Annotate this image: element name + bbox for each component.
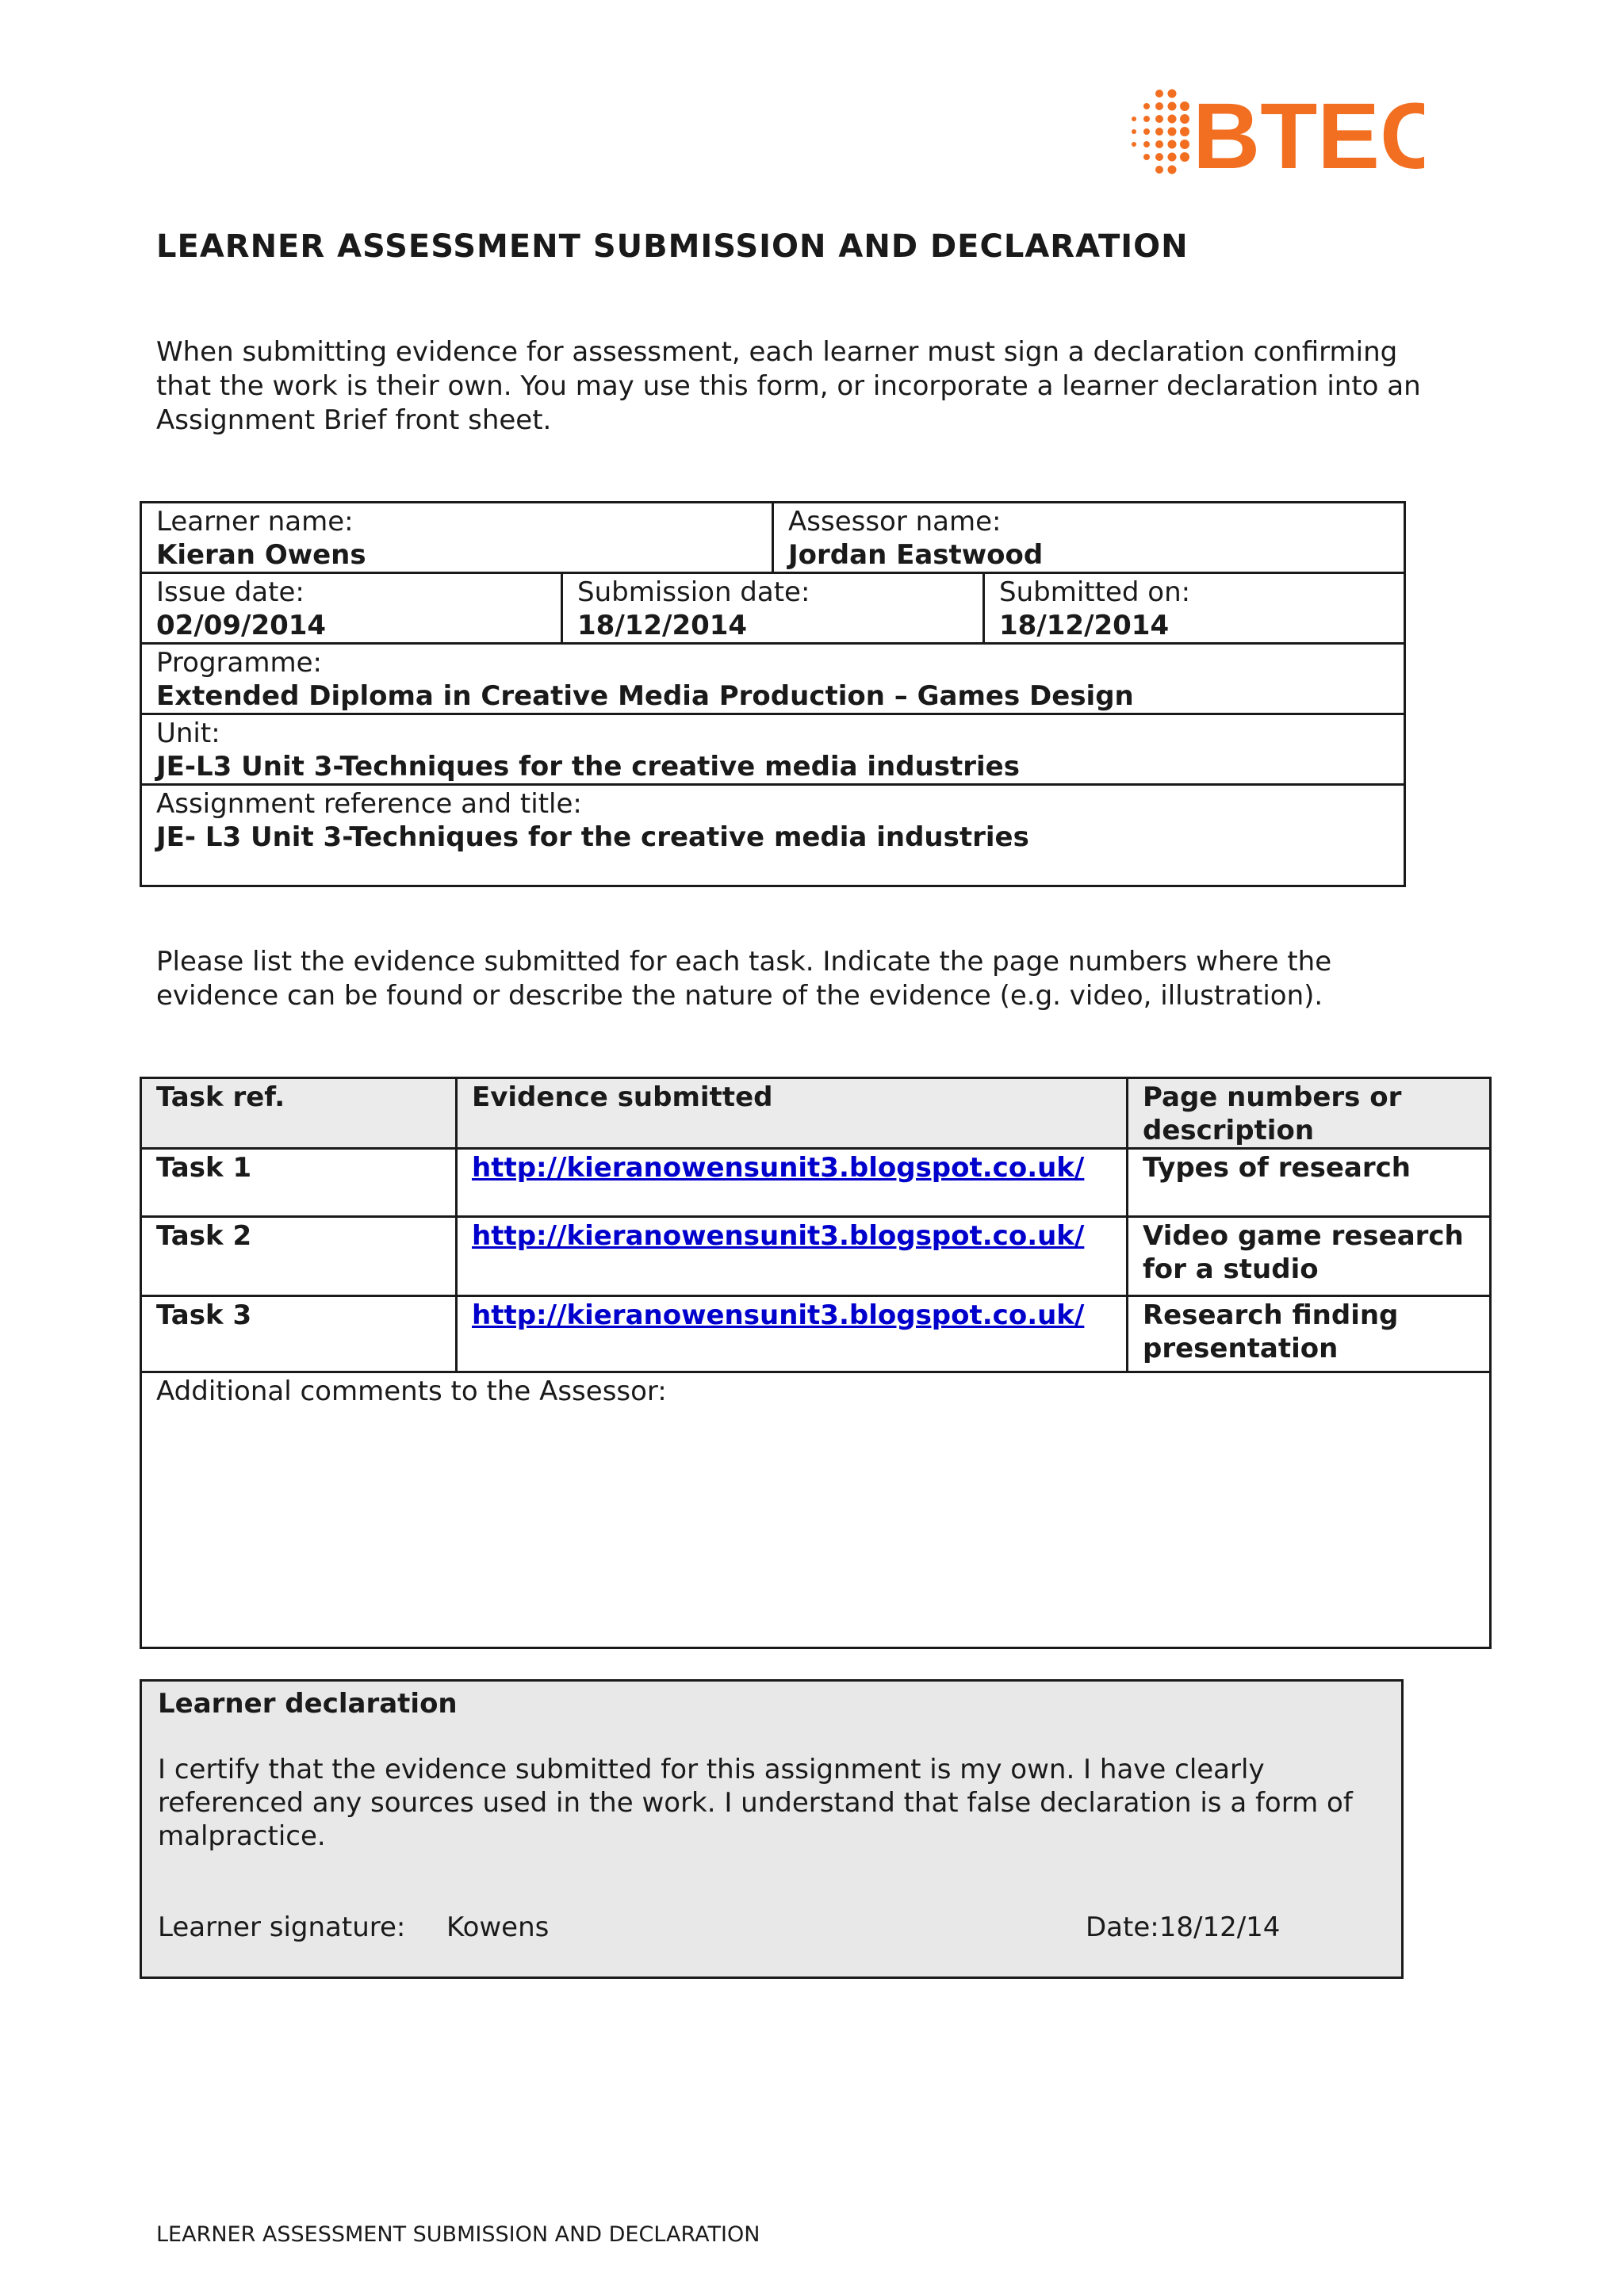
logo-dot <box>1168 153 1177 162</box>
logo-dot <box>1168 115 1177 124</box>
learner-name-label: Learner name: <box>156 506 354 538</box>
evidence-instructions <box>156 945 1331 1013</box>
btec-logo <box>1123 79 1424 182</box>
submission-date-cell <box>562 573 984 644</box>
task-ref: Task 2 <box>141 1217 457 1296</box>
logo-dot <box>1168 102 1177 111</box>
table-row <box>141 1296 1491 1372</box>
logo-dot <box>1168 128 1177 136</box>
unit: JE-L3 Unit 3-Techniques for the creative media industries <box>156 751 1020 783</box>
logo-dot <box>1143 154 1150 160</box>
issue-date-label: Issue date: <box>156 576 304 608</box>
assignment-label: Assignment reference and title: <box>156 788 582 820</box>
declaration-date: 18/12/14 <box>1159 1911 1281 1943</box>
evidence-description: Video game research for a studio <box>1128 1217 1491 1296</box>
logo-dot <box>1143 141 1150 147</box>
additional-comments: Additional comments to the Assessor: <box>141 1372 1491 1648</box>
intro-paragraph <box>156 335 1421 438</box>
logo-dot <box>1143 103 1150 109</box>
learner-declaration-box <box>140 1679 1404 1979</box>
programme-cell <box>141 644 1405 714</box>
programme-label: Programme: <box>156 647 322 679</box>
submission-date-label: Submission date: <box>577 576 810 608</box>
assessor-name-label: Assessor name: <box>788 506 1002 538</box>
assessor-name: Jordan Eastwood <box>788 539 1044 571</box>
submitted-on-label: Submitted on: <box>999 576 1191 608</box>
logo-dot <box>1155 115 1163 123</box>
evidence-link[interactable]: http://kieranowensunit3.blogspot.co.uk/ <box>472 1299 1085 1331</box>
issue-date: 02/09/2014 <box>156 610 327 641</box>
logo-dot <box>1180 140 1189 149</box>
unit-cell <box>141 714 1405 785</box>
logo-dot <box>1143 128 1150 135</box>
logo-dot <box>1168 140 1177 149</box>
logo-dot <box>1168 166 1177 174</box>
declaration-title: Learner declaration <box>158 1688 458 1720</box>
declaration-text: I certify that the evidence submitted for this assignment is my own. I have clearly referenced any sources used in the work. I understand that false declaration is a form of malpractice. <box>158 1754 1353 1852</box>
logo-dot <box>1168 90 1177 98</box>
assignment: JE- L3 Unit 3-Techniques for the creative media industries <box>156 821 1029 853</box>
intro-line-2: that the work is their own. You may use this form, or incorporate a learner declaration into an <box>156 370 1421 402</box>
logo-dot <box>1180 127 1189 136</box>
evidence-instructions-line-2: evidence can be found or describe the nature of the evidence (e.g. video, illustration). <box>156 980 1323 1012</box>
evidence-link[interactable]: http://kieranowensunit3.blogspot.co.uk/ <box>472 1152 1085 1184</box>
assessor-name-cell <box>773 503 1405 573</box>
header-task-ref: Task ref. <box>141 1078 457 1149</box>
evidence-instructions-line-1: Please list the evidence submitted for each task. Indicate the page numbers where the <box>156 946 1332 978</box>
task-ref: Task 1 <box>141 1149 457 1217</box>
logo-dot <box>1180 152 1189 162</box>
logo-dot <box>1155 166 1163 174</box>
learner-info-table <box>140 501 1406 887</box>
declaration-date-row <box>1086 1911 1280 1943</box>
signature-row <box>158 1911 549 1943</box>
issue-date-cell <box>141 573 562 644</box>
submitted-on: 18/12/2014 <box>999 610 1170 641</box>
submitted-on-cell <box>984 573 1405 644</box>
evidence-link[interactable]: http://kieranowensunit3.blogspot.co.uk/ <box>472 1220 1085 1252</box>
learner-name: Kieran Owens <box>156 539 366 571</box>
logo-dot <box>1180 101 1189 111</box>
table-row <box>141 1149 1491 1217</box>
logo-dots <box>1132 90 1189 174</box>
learner-name-cell <box>141 503 773 573</box>
header-page-numbers: Page numbers or description <box>1128 1078 1491 1149</box>
unit-label: Unit: <box>156 718 220 749</box>
logo-dot <box>1155 102 1163 110</box>
page-title: LEARNER ASSESSMENT SUBMISSION AND DECLARATION <box>156 228 1189 265</box>
learner-signature: Kowens <box>446 1911 550 1943</box>
logo-dot <box>1143 116 1150 122</box>
logo-dot <box>1132 142 1136 147</box>
page-footer: LEARNER ASSESSMENT SUBMISSION AND DECLARATION <box>156 2222 760 2247</box>
logo-dot <box>1155 140 1163 148</box>
header-evidence-submitted: Evidence submitted <box>457 1078 1128 1149</box>
evidence-table <box>140 1077 1492 1649</box>
logo-dot <box>1155 128 1163 136</box>
table-row <box>141 1217 1491 1296</box>
programme: Extended Diploma in Creative Media Production – Games Design <box>156 680 1134 712</box>
logo-dot <box>1155 90 1163 98</box>
logo-dot <box>1132 129 1136 134</box>
evidence-description: Types of research <box>1128 1149 1491 1217</box>
date-label: Date: <box>1086 1911 1159 1943</box>
evidence-description: Research finding presentation <box>1128 1296 1491 1372</box>
btec-logo-graphic <box>1123 79 1424 182</box>
intro-line-3: Assignment Brief front sheet. <box>156 404 552 436</box>
logo-dot <box>1132 117 1136 121</box>
submission-date: 18/12/2014 <box>577 610 748 641</box>
logo-dot <box>1180 114 1189 124</box>
task-ref: Task 3 <box>141 1296 457 1372</box>
logo-text: BTEC <box>1193 84 1424 182</box>
intro-line-1: When submitting evidence for assessment, each learner must sign a declaration confirming <box>156 336 1398 368</box>
assignment-cell <box>141 785 1405 886</box>
logo-dot <box>1155 153 1163 161</box>
signature-label: Learner signature: <box>158 1911 406 1943</box>
